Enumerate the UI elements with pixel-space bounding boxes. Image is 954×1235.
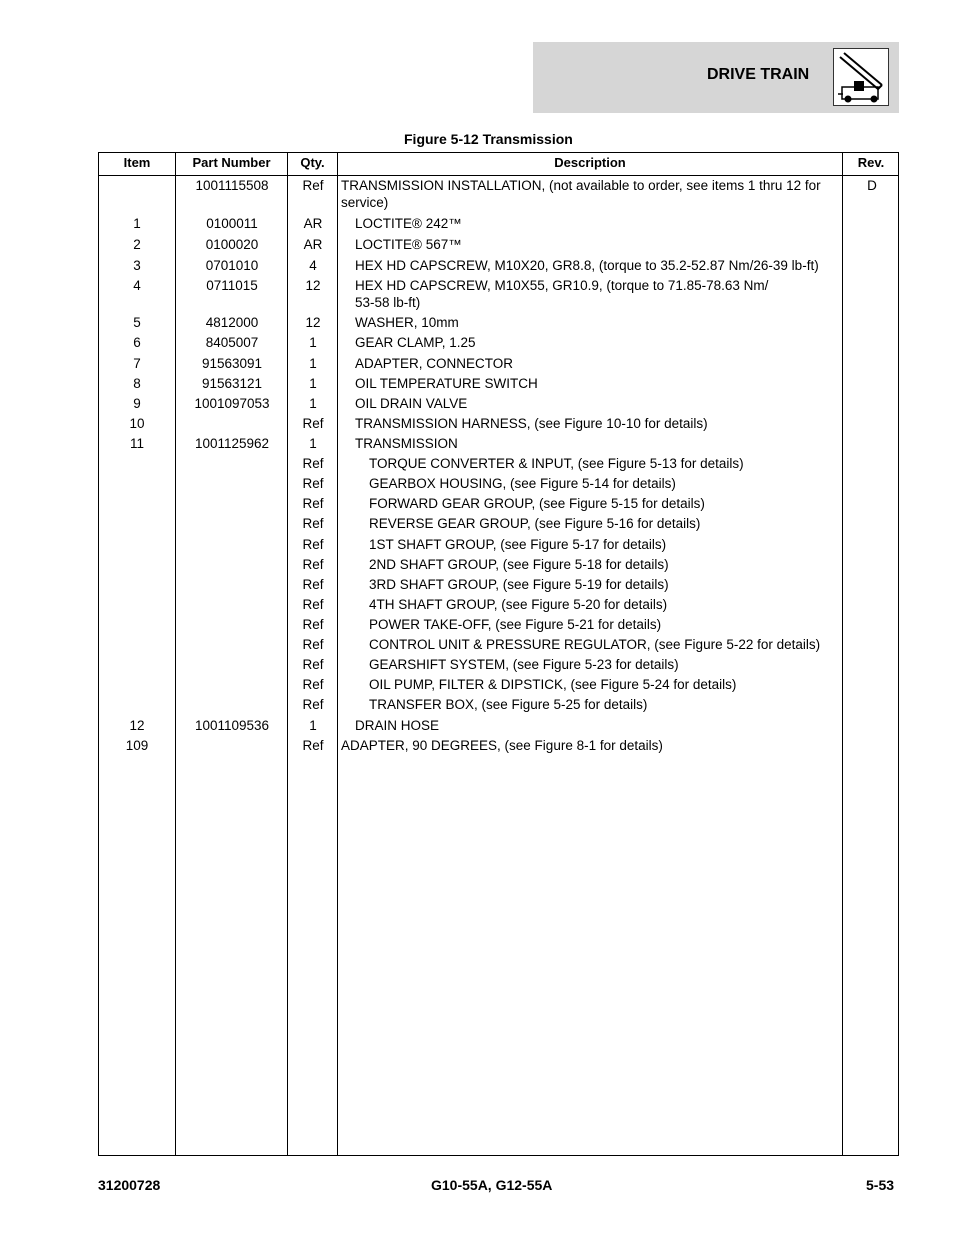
qty-cell: 1	[309, 376, 317, 391]
description-text: 3RD SHAFT GROUP, (see Figure 5-19 for details)	[369, 577, 669, 592]
description-cell	[369, 536, 666, 553]
part-number-cell: 8405007	[205, 335, 259, 350]
description-text: FORWARD GEAR GROUP, (see Figure 5-15 for details)	[369, 496, 705, 511]
part-number-cell: 0711015	[206, 278, 258, 293]
qty-cell: 1	[309, 396, 317, 411]
description-text: DRAIN HOSE	[355, 718, 440, 733]
description-text: POWER TAKE-OFF, (see Figure 5-21 for details)	[369, 617, 662, 632]
qty-cell: 12	[305, 278, 321, 293]
part-number-cell: 0701010	[205, 258, 259, 273]
description-cell	[369, 576, 669, 593]
item-cell: 5	[133, 315, 141, 330]
description-text: 1ST SHAFT GROUP, (see Figure 5-17 for details)	[369, 537, 667, 552]
description-cell	[369, 636, 820, 653]
description-text: GEARBOX HOUSING, (see Figure 5-14 for details)	[369, 476, 676, 491]
description-cell	[355, 717, 439, 734]
description-cell	[355, 395, 467, 412]
footer-model: G10-55A, G12-55A	[431, 1177, 553, 1193]
part-number-cell: 91563121	[201, 376, 263, 391]
footer-page-number: 5-53	[866, 1177, 895, 1193]
item-cell: 9	[133, 396, 141, 411]
item-cell: 1	[133, 216, 141, 231]
part-number-cell: 1001097053	[194, 396, 270, 411]
qty-cell: Ref	[302, 617, 324, 632]
description-text: LOCTITE® 567™	[355, 237, 462, 252]
description-cell	[369, 475, 676, 492]
qty-cell: Ref	[302, 496, 324, 511]
description-text: 4TH SHAFT GROUP, (see Figure 5-20 for details)	[369, 597, 668, 612]
description-cell	[369, 556, 669, 573]
qty-cell: Ref	[302, 516, 324, 531]
description-cell	[369, 616, 661, 633]
section-title: DRIVE TRAIN	[707, 66, 810, 83]
item-cell: 10	[129, 416, 145, 431]
item-cell: 109	[125, 738, 149, 753]
description-text: GEARSHIFT SYSTEM, (see Figure 5-23 for details)	[369, 657, 679, 672]
column-header-qty: Qty.	[300, 155, 325, 170]
qty-cell: 1	[309, 356, 317, 371]
column-divider	[842, 153, 843, 1155]
qty-cell: Ref	[302, 456, 324, 471]
description-cell	[369, 515, 700, 532]
description-text: LOCTITE® 242™	[355, 216, 462, 231]
description-cell	[355, 415, 708, 432]
item-cell: 2	[133, 237, 141, 252]
part-number-cell: 1001115508	[195, 178, 269, 193]
description-text: CONTROL UNIT & PRESSURE REGULATOR, (see Figure 5-22 for details)	[369, 637, 821, 652]
qty-cell: Ref	[302, 697, 324, 712]
qty-cell: 12	[305, 315, 321, 330]
item-cell: 8	[133, 376, 141, 391]
description-text: ADAPTER, CONNECTOR	[355, 356, 514, 371]
forklift-icon	[833, 48, 889, 106]
item-cell: 4	[133, 278, 141, 293]
qty-cell: Ref	[302, 597, 324, 612]
footer-doc-number: 31200728	[98, 1177, 161, 1193]
part-number-cell: 0100011	[206, 216, 258, 231]
description-text: TRANSMISSION INSTALLATION, (not available to order, see items 1 thru 12 for	[341, 178, 821, 193]
item-cell: 11	[129, 436, 144, 451]
qty-cell: 1	[309, 718, 317, 733]
description-cell	[355, 375, 538, 392]
description-text: WASHER, 10mm	[355, 315, 459, 330]
qty-cell: 1	[309, 436, 317, 451]
column-header-description: Description	[554, 155, 626, 170]
qty-cell: AR	[303, 237, 323, 252]
item-cell: 12	[129, 718, 145, 733]
description-text: OIL PUMP, FILTER & DIPSTICK, (see Figure 5-24 for details)	[369, 677, 737, 692]
description-cell	[341, 737, 663, 754]
description-text: GEAR CLAMP, 1.25	[355, 335, 476, 350]
column-header-rev: Rev.	[857, 155, 885, 170]
parts-table	[98, 152, 899, 1156]
description-text-continued: service)	[341, 195, 389, 210]
description-cell	[355, 314, 459, 331]
item-cell: 7	[133, 356, 141, 371]
qty-cell: Ref	[302, 416, 324, 431]
part-number-cell: 1001109536	[194, 718, 270, 733]
description-text: OIL DRAIN VALVE	[355, 396, 468, 411]
description-cell	[369, 495, 705, 512]
description-cell	[369, 656, 679, 673]
description-text: HEX HD CAPSCREW, M10X20, GR8.8, (torque to 35.2-52.87 Nm/26-39 lb-ft)	[355, 258, 819, 273]
qty-cell: Ref	[302, 738, 324, 753]
description-cell	[369, 596, 667, 613]
table-header-row	[99, 153, 898, 176]
part-number-cell: 0100020	[205, 237, 259, 252]
description-text: REVERSE GEAR GROUP, (see Figure 5-16 for details)	[369, 516, 701, 531]
description-text: TRANSFER BOX, (see Figure 5-25 for details)	[369, 697, 648, 712]
column-divider	[337, 153, 338, 1155]
description-text: HEX HD CAPSCREW, M10X55, GR10.9, (torque to 71.85-78.63 Nm/	[355, 278, 769, 293]
qty-cell: 4	[309, 258, 317, 273]
description-cell	[355, 277, 768, 311]
description-text: TRANSMISSION	[355, 436, 458, 451]
part-number-cell: 4812000	[205, 315, 259, 330]
column-header-item: Item	[123, 155, 151, 170]
description-text-continued: 53-58 lb-ft)	[355, 295, 421, 310]
description-text: OIL TEMPERATURE SWITCH	[355, 376, 538, 391]
description-cell	[369, 696, 647, 713]
column-divider	[287, 153, 288, 1155]
part-number-cell: 91563091	[201, 356, 263, 371]
description-cell	[355, 215, 462, 232]
qty-cell: Ref	[302, 677, 324, 692]
figure-title: Figure 5-12 Transmission	[404, 131, 573, 147]
rev-cell: D	[867, 178, 877, 193]
description-text: ADAPTER, 90 DEGREES, (see Figure 8-1 for details)	[341, 738, 663, 753]
item-cell: 3	[133, 258, 141, 273]
qty-cell: Ref	[302, 537, 324, 552]
qty-cell: Ref	[302, 637, 324, 652]
description-cell	[355, 435, 458, 452]
qty-cell: 1	[309, 335, 317, 350]
column-header-part-number: Part Number	[192, 155, 271, 170]
description-cell	[355, 236, 462, 253]
description-cell	[369, 676, 736, 693]
description-cell	[355, 334, 476, 351]
description-cell	[355, 257, 819, 274]
qty-cell: AR	[303, 216, 323, 231]
description-text: TRANSMISSION HARNESS, (see Figure 10-10 for details)	[355, 416, 708, 431]
qty-cell: Ref	[302, 178, 324, 193]
qty-cell: Ref	[302, 557, 324, 572]
column-divider	[175, 153, 176, 1155]
description-cell	[341, 177, 821, 211]
description-text: TORQUE CONVERTER & INPUT, (see Figure 5-13 for details)	[369, 456, 744, 471]
qty-cell: Ref	[302, 657, 324, 672]
description-cell	[369, 455, 744, 472]
qty-cell: Ref	[302, 476, 324, 491]
part-number-cell: 1001125962	[194, 436, 270, 451]
description-text: 2ND SHAFT GROUP, (see Figure 5-18 for details)	[369, 557, 669, 572]
description-cell	[355, 355, 513, 372]
item-cell: 6	[133, 335, 141, 350]
qty-cell: Ref	[302, 577, 324, 592]
